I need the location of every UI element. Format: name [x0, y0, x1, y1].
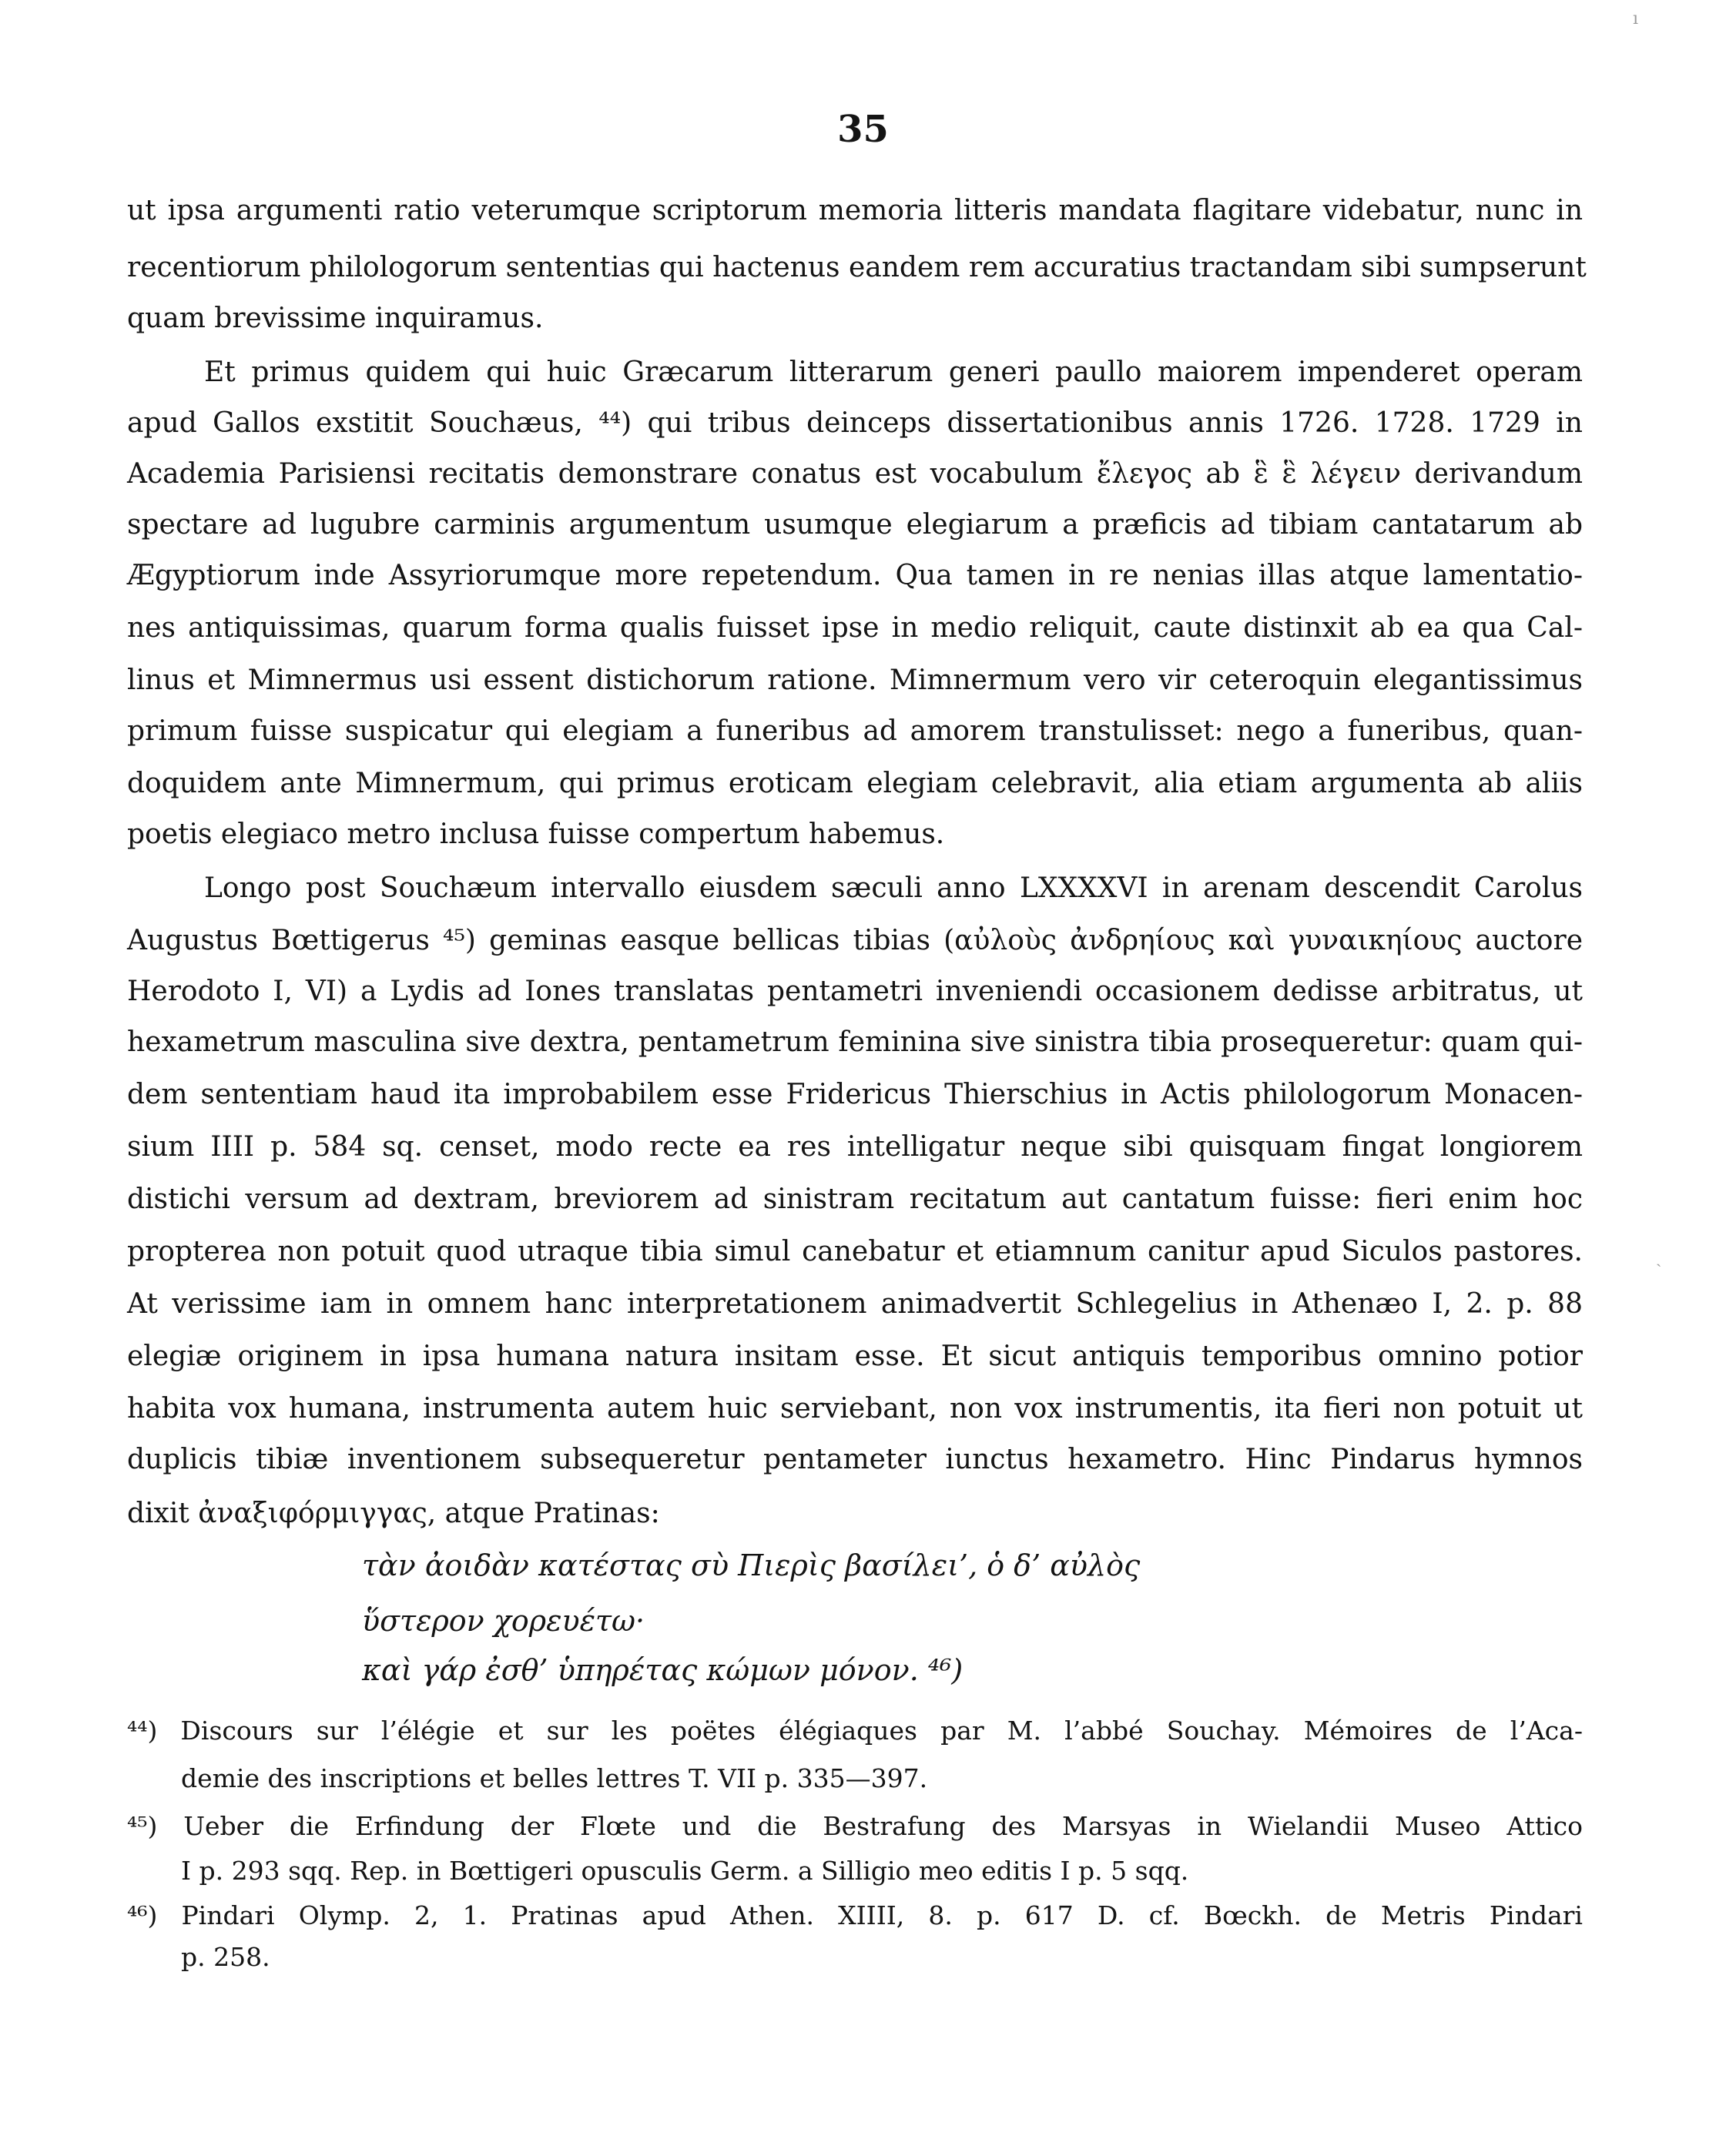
footnote-line: ⁴⁶) Pindari Olymp. 2, 1. Pratinas apud Athen. XIIII, 8. p. 617 D. cf. Bœckh. de Metris Pindari	[127, 1900, 1583, 1930]
body-line: duplicis tibiæ inventionem subsequeretur pentameter iunctus hexametro. Hinc Pindarus hymnos	[127, 1444, 1583, 1475]
body-line: Et primus quidem qui huic Græcarum litterarum generi paullo maiorem impenderet operam	[204, 357, 1583, 388]
footnote-line: ⁴⁴) Discours sur l’élégie et sur les poëtes élégiaques par M. l’abbé Souchay. Mémoires de l’Aca-	[127, 1716, 1583, 1746]
body-line: poetis elegiaco metro inclusa fuisse compertum habemus.	[127, 819, 945, 850]
scan-edge-mark: ı	[1633, 9, 1639, 28]
scan-edge-mark: ˎ	[1656, 1248, 1662, 1267]
page-number: 35	[837, 108, 889, 151]
body-line: ut ipsa argumenti ratio veterumque scriptorum memoria litteris mandata flagitare videbatur, nunc in	[127, 195, 1583, 226]
verse-line: ὕστερον χορευέτω·	[362, 1604, 645, 1638]
body-line: distichi versum ad dextram, breviorem ad sinistram recitatum aut cantatum fuisse: fieri enim hoc	[127, 1183, 1583, 1215]
body-line: linus et Mimnermus usi essent distichorum ratione. Mimnermum vero vir ceteroquin elegantissimus	[127, 665, 1583, 696]
body-line: spectare ad lugubre carminis argumentum usumque elegiarum a præficis ad tibiam cantatarum ab	[127, 509, 1583, 541]
body-line: sium IIII p. 584 sq. censet, modo recte ea res intelligatur neque sibi quisquam fingat longiorem	[127, 1131, 1583, 1163]
footnote-line: p. 258.	[181, 1942, 270, 1972]
body-line: nes antiquissimas, quarum forma qualis fuisset ipse in medio reliquit, caute distinxit ab ea qua Cal-	[127, 612, 1583, 644]
verse-line: τὰν ἀοιδὰν κατέστας σὺ Πιερὶς βασίλει’, ὁ δ’ αὐλὸς	[362, 1548, 1141, 1582]
body-line: Ægyptiorum inde Assyriorumque more repetendum. Qua tamen in re nenias illas atque lamentatio-	[127, 560, 1583, 591]
verse-line: καὶ γάρ ἐσθ’ ὑπηρέτας κώμων μόνον. ⁴⁶)	[362, 1653, 964, 1687]
body-line: apud Gallos exstitit Souchæus, ⁴⁴) qui tribus deinceps dissertationibus annis 1726. 1728. 1729 in	[127, 407, 1583, 439]
body-line: hexametrum masculina sive dextra, pentametrum feminina sive sinistra tibia prosequeretur: quam qui-	[127, 1026, 1583, 1058]
footnote-line: I p. 293 sqq. Rep. in Bœttigeri opusculis Germ. a Silligio meo editis I p. 5 sqq.	[181, 1856, 1189, 1886]
footnote-line: demie des inscriptions et belles lettres T. VII p. 335—397.	[181, 1763, 928, 1793]
body-line: habita vox humana, instrumenta autem huic serviebant, non vox instrumentis, ita fieri non potuit ut	[127, 1393, 1583, 1424]
body-line: quam brevissime inquiramus.	[127, 303, 544, 334]
body-line: Longo post Souchæum intervallo eiusdem sæculi anno LXXXXVI in arenam descendit Carolus	[204, 872, 1583, 904]
body-line: propterea non potuit quod utraque tibia simul canebatur et etiamnum canitur apud Siculos pastores.	[127, 1236, 1583, 1267]
body-line: elegiæ originem in ipsa humana natura insitam esse. Et sicut antiquis temporibus omnino potior	[127, 1341, 1583, 1372]
body-line: primum fuisse suspicatur qui elegiam a funeribus ad amorem transtulisset: nego a funeribus, quan-	[127, 715, 1583, 747]
body-line: doquidem ante Mimnermum, qui primus eroticam elegiam celebravit, alia etiam argumenta ab aliis	[127, 768, 1583, 799]
body-line: dem sententiam haud ita improbabilem esse Fridericus Thierschius in Actis philologorum Monacen-	[127, 1079, 1583, 1110]
body-line: Augustus Bœttigerus ⁴⁵) geminas easque bellicas tibias (αὐλοὺς ἀνδρηίους καὶ γυναικηίους auctore	[127, 925, 1583, 956]
footnote-line: ⁴⁵) Ueber die Erfindung der Flœte und die Bestrafung des Marsyas in Wielandii Museo Attico	[127, 1811, 1583, 1841]
body-line: recentiorum philologorum sententias qui hactenus eandem rem accuratius tractandam sibi sumpserunt	[127, 252, 1587, 283]
body-line: At verissime iam in omnem hanc interpretationem animadvertit Schlegelius in Athenæo I, 2. p. 88	[127, 1288, 1583, 1320]
body-line: Academia Parisiensi recitatis demonstrare conatus est vocabulum ἔλεγος ab ἓ ἓ λέγειν derivandum	[127, 458, 1583, 490]
body-line: Herodoto I, VI) a Lydis ad Iones translatas pentametri inveniendi occasionem dedisse arbitratus, ut	[127, 976, 1583, 1007]
body-line: dixit ἀναξιφόρμιγγας, atque Pratinas:	[127, 1498, 660, 1529]
